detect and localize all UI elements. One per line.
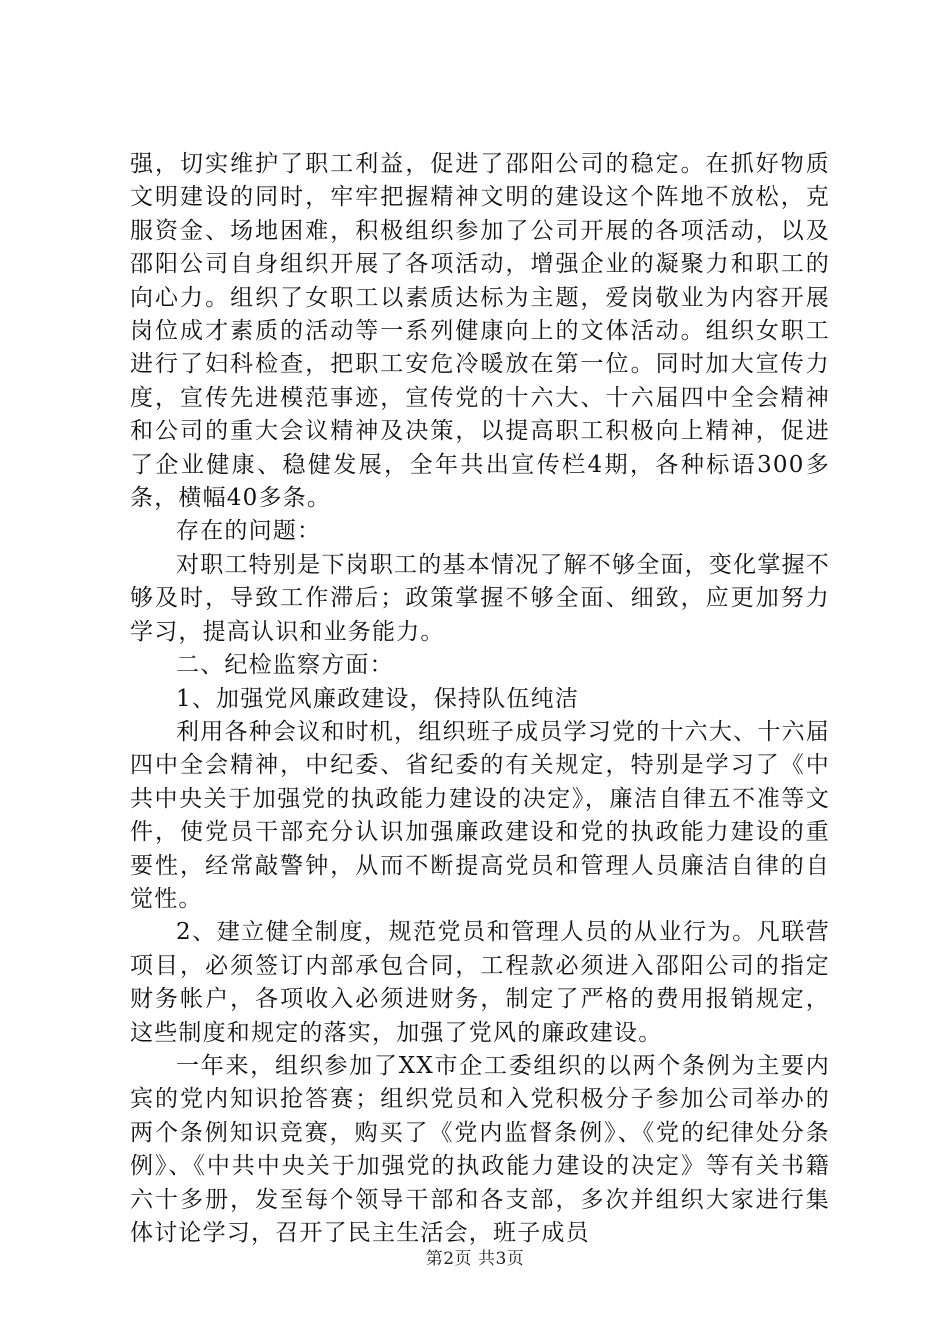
- paragraph-study-meetings: 利用各种会议和时机，组织班子成员学习党的十六大、十六届四中全会精神，中纪委、省纪委的有关规定，特别是学习了《中共中央关于加强党的执政能力建设的决定》，廉洁自律五不准等文件，使党员干部充分认识加强廉政建设和党的执政能力建设的重要性，经常敲警钟，从而不断提高党员和管理人员廉洁自律的自觉性。: [130, 718, 830, 912]
- document-body: [130, 148, 830, 1250]
- section-heading-discipline: 二、纪检监察方面：: [176, 652, 394, 679]
- paragraph-existing-problems-heading: 存在的问题：: [176, 518, 322, 545]
- paragraph-rules-system: 2、建立健全制度，规范党员和管理人员的从业行为。凡联营项目，必须签订内部承包合同，工程款必须进入邵阳公司的指定财务帐户，各项收入必须进财务，制定了严格的费用报销规定，这些制度和规定的落实，加强了党风的廉政建设。: [130, 919, 830, 1046]
- paragraph-year-summary: 一年来，组织参加了XX市企工委组织的以两个条例为主要内宾的党内知识抢答赛；组织党员和入党积极分子参加公司举办的两个条例知识竞赛，购买了《党内监督条例》、《党的纪律处分条例》、《中共中央关于加强党的执政能力建设的决定》等有关书籍六十多册，发至每个领导干部和各支部，多次并组织大家进行集体讨论学习，召开了民主生活会，班子成员: [130, 1052, 830, 1246]
- subheading-party-conduct: 1、加强党风廉政建设，保持队伍纯洁: [176, 685, 580, 712]
- page-number-footer: 第2页 共3页: [425, 1249, 525, 1269]
- paragraph-union-work: 强，切实维护了职工利益，促进了邵阳公司的稳定。在抓好物质文明建设的同时，牢牢把握精神文明的建设这个阵地不放松，克服资金、场地困难，积极组织参加了公司开展的各项活动，以及邵阳公司自身组织开展了各项活动，增强企业的凝聚力和职工的向心力。组织了女职工以素质达标为主题，爱岗敬业为内容开展岗位成才素质的活动等一系列健康向上的文体活动。组织女职工进行了妇科检查，把职工安危冷暖放在第一位。同时加大宣传力度，宣传先进模范事迹，宣传党的十六大、十六届四中全会精神和公司的重大会议精神及决策，以提高职工积极向上精神，促进了企业健康、稳健发展，全年共出宣传栏4期，各种标语300多条，横幅40多条。: [130, 151, 830, 512]
- paragraph-existing-problems: 对职工特别是下岗职工的基本情况了解不够全面，变化掌握不够及时，导致工作滞后；政策掌握不够全面、细致，应更加努力学习，提高认识和业务能力。: [130, 551, 830, 645]
